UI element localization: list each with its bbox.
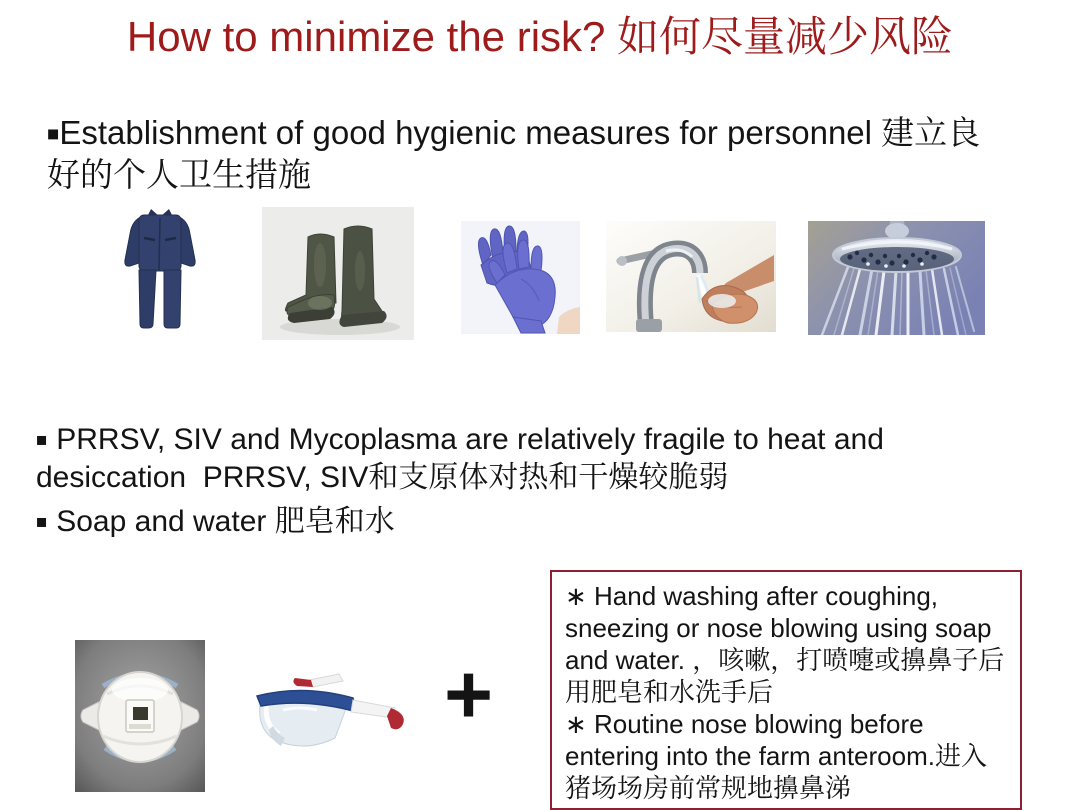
note-nose-blowing: ∗ Routine nose blowing before entering into the farm anteroom.进入猪场场房前常规地擤鼻涕	[565, 708, 987, 803]
rubber-boots-photo	[262, 207, 414, 340]
bullet-soap	[36, 503, 951, 541]
bullet-prrsv	[36, 421, 951, 497]
bullet-square-icon: ■	[47, 122, 60, 146]
bullet-hygienic-measures	[47, 112, 1007, 196]
bullet-group-middle	[36, 421, 951, 547]
bullet-prrsv-text: PRRSV, SIV and Mycoplasma are relatively fragile to heat and desiccation PRRSV, SIV和支原体对热和干燥较脆弱	[36, 423, 893, 495]
note-hand-washing: ∗ Hand washing after coughing, sneezing or nose blowing using soap and water. ，咳嗽，打喷嚏或擤鼻子后用肥皂和水洗手后	[565, 581, 1005, 707]
bullet-hygienic-measures-text: Establishment of good hygienic measures for personnel 建立良好的个人卫生措施	[47, 114, 981, 194]
hand-washing-photo	[606, 221, 776, 332]
nitrile-gloves-photo	[461, 221, 580, 334]
plus-sign: +	[444, 647, 494, 741]
note-box	[550, 570, 1022, 810]
blue-coveralls-photo	[95, 200, 225, 335]
bullet-soap-text: Soap and water 肥皂和水	[56, 505, 395, 539]
shower-head-photo	[808, 221, 985, 335]
bullet-square-icon: ■	[36, 428, 48, 450]
bullet-square-icon: ■	[36, 510, 48, 532]
safety-glasses-photo	[243, 658, 423, 758]
page-title: How to minimize the risk? 如何尽量减少风险	[126, 13, 954, 60]
respirator-mask-photo	[75, 640, 205, 792]
